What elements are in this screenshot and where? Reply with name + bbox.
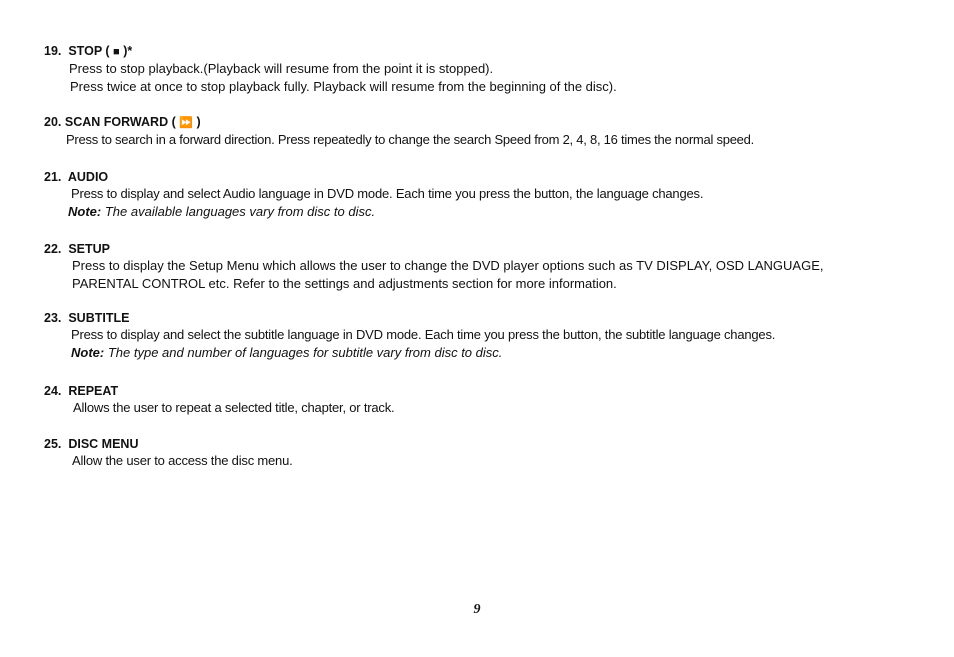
section-title: AUDIO [67,170,109,184]
note-label: Note: [68,204,102,219]
section-stop [44,43,924,96]
section-number: 22. [44,242,62,256]
page-number: 9 [473,602,481,617]
section-audio [44,169,924,221]
section-title: SUBTITLE [68,311,130,325]
section-number: 25. [44,437,62,451]
section-heading [44,241,924,257]
section-body-line: Press to search in a forward direction. Press repeatedly to change the search Speed from 2, 4, 8, 16 times the normal speed. [66,132,754,147]
section-number: 19. [44,44,62,58]
section-body-line: Allow the user to access the disc menu. [72,453,293,468]
section-subtitle [44,310,924,362]
section-heading [44,114,924,131]
section-title: STOP ( [68,44,110,58]
section-heading [44,43,924,60]
section-body-line: Press to display and select Audio language in DVD mode. Each time you press the button, the language changes. [71,186,704,201]
section-number: 21. [44,170,62,184]
note-label: Note: [71,345,105,360]
section-repeat [44,383,924,417]
section-title-end: )* [123,44,133,58]
section-body-line: Press twice at once to stop playback fully. Playback will resume from the beginning of the disc). [70,79,617,94]
section-title-end: ) [196,115,201,129]
section-number: 24. [44,384,62,398]
section-heading [44,169,924,185]
section-heading [44,383,924,399]
section-note [44,203,924,221]
section-title: SCAN FORWARD ( [64,115,176,129]
section-title: REPEAT [68,384,119,398]
section-title: SETUP [68,242,111,256]
section-title: DISC MENU [68,437,139,451]
section-number: 20. [44,115,62,129]
section-body-line: PARENTAL CONTROL etc. Refer to the settings and adjustments section for more information. [72,276,617,291]
fast-forward-icon: ⏩ [179,117,193,129]
stop-icon: ■ [113,46,120,58]
section-body-line: Allows the user to repeat a selected title, chapter, or track. [73,400,395,415]
note-text: The type and number of languages for subtitle vary from disc to disc. [107,345,503,360]
section-setup [44,241,924,293]
section-heading [44,310,924,326]
section-number: 23. [44,311,62,325]
section-scan-forward [44,114,924,149]
section-body-line: Press to display the Setup Menu which allows the user to change the DVD player options such as TV DISPLAY, OSD LANGUAGE, [72,258,824,273]
section-body-line: Press to display and select the subtitle language in DVD mode. Each time you press the button, the subtitle language changes. [71,327,776,342]
section-note [44,344,924,362]
section-heading [44,436,924,452]
section-disc-menu [44,436,924,470]
note-text: The available languages vary from disc to disc. [104,204,376,219]
section-body-line: Press to stop playback.(Playback will resume from the point it is stopped). [69,61,494,76]
